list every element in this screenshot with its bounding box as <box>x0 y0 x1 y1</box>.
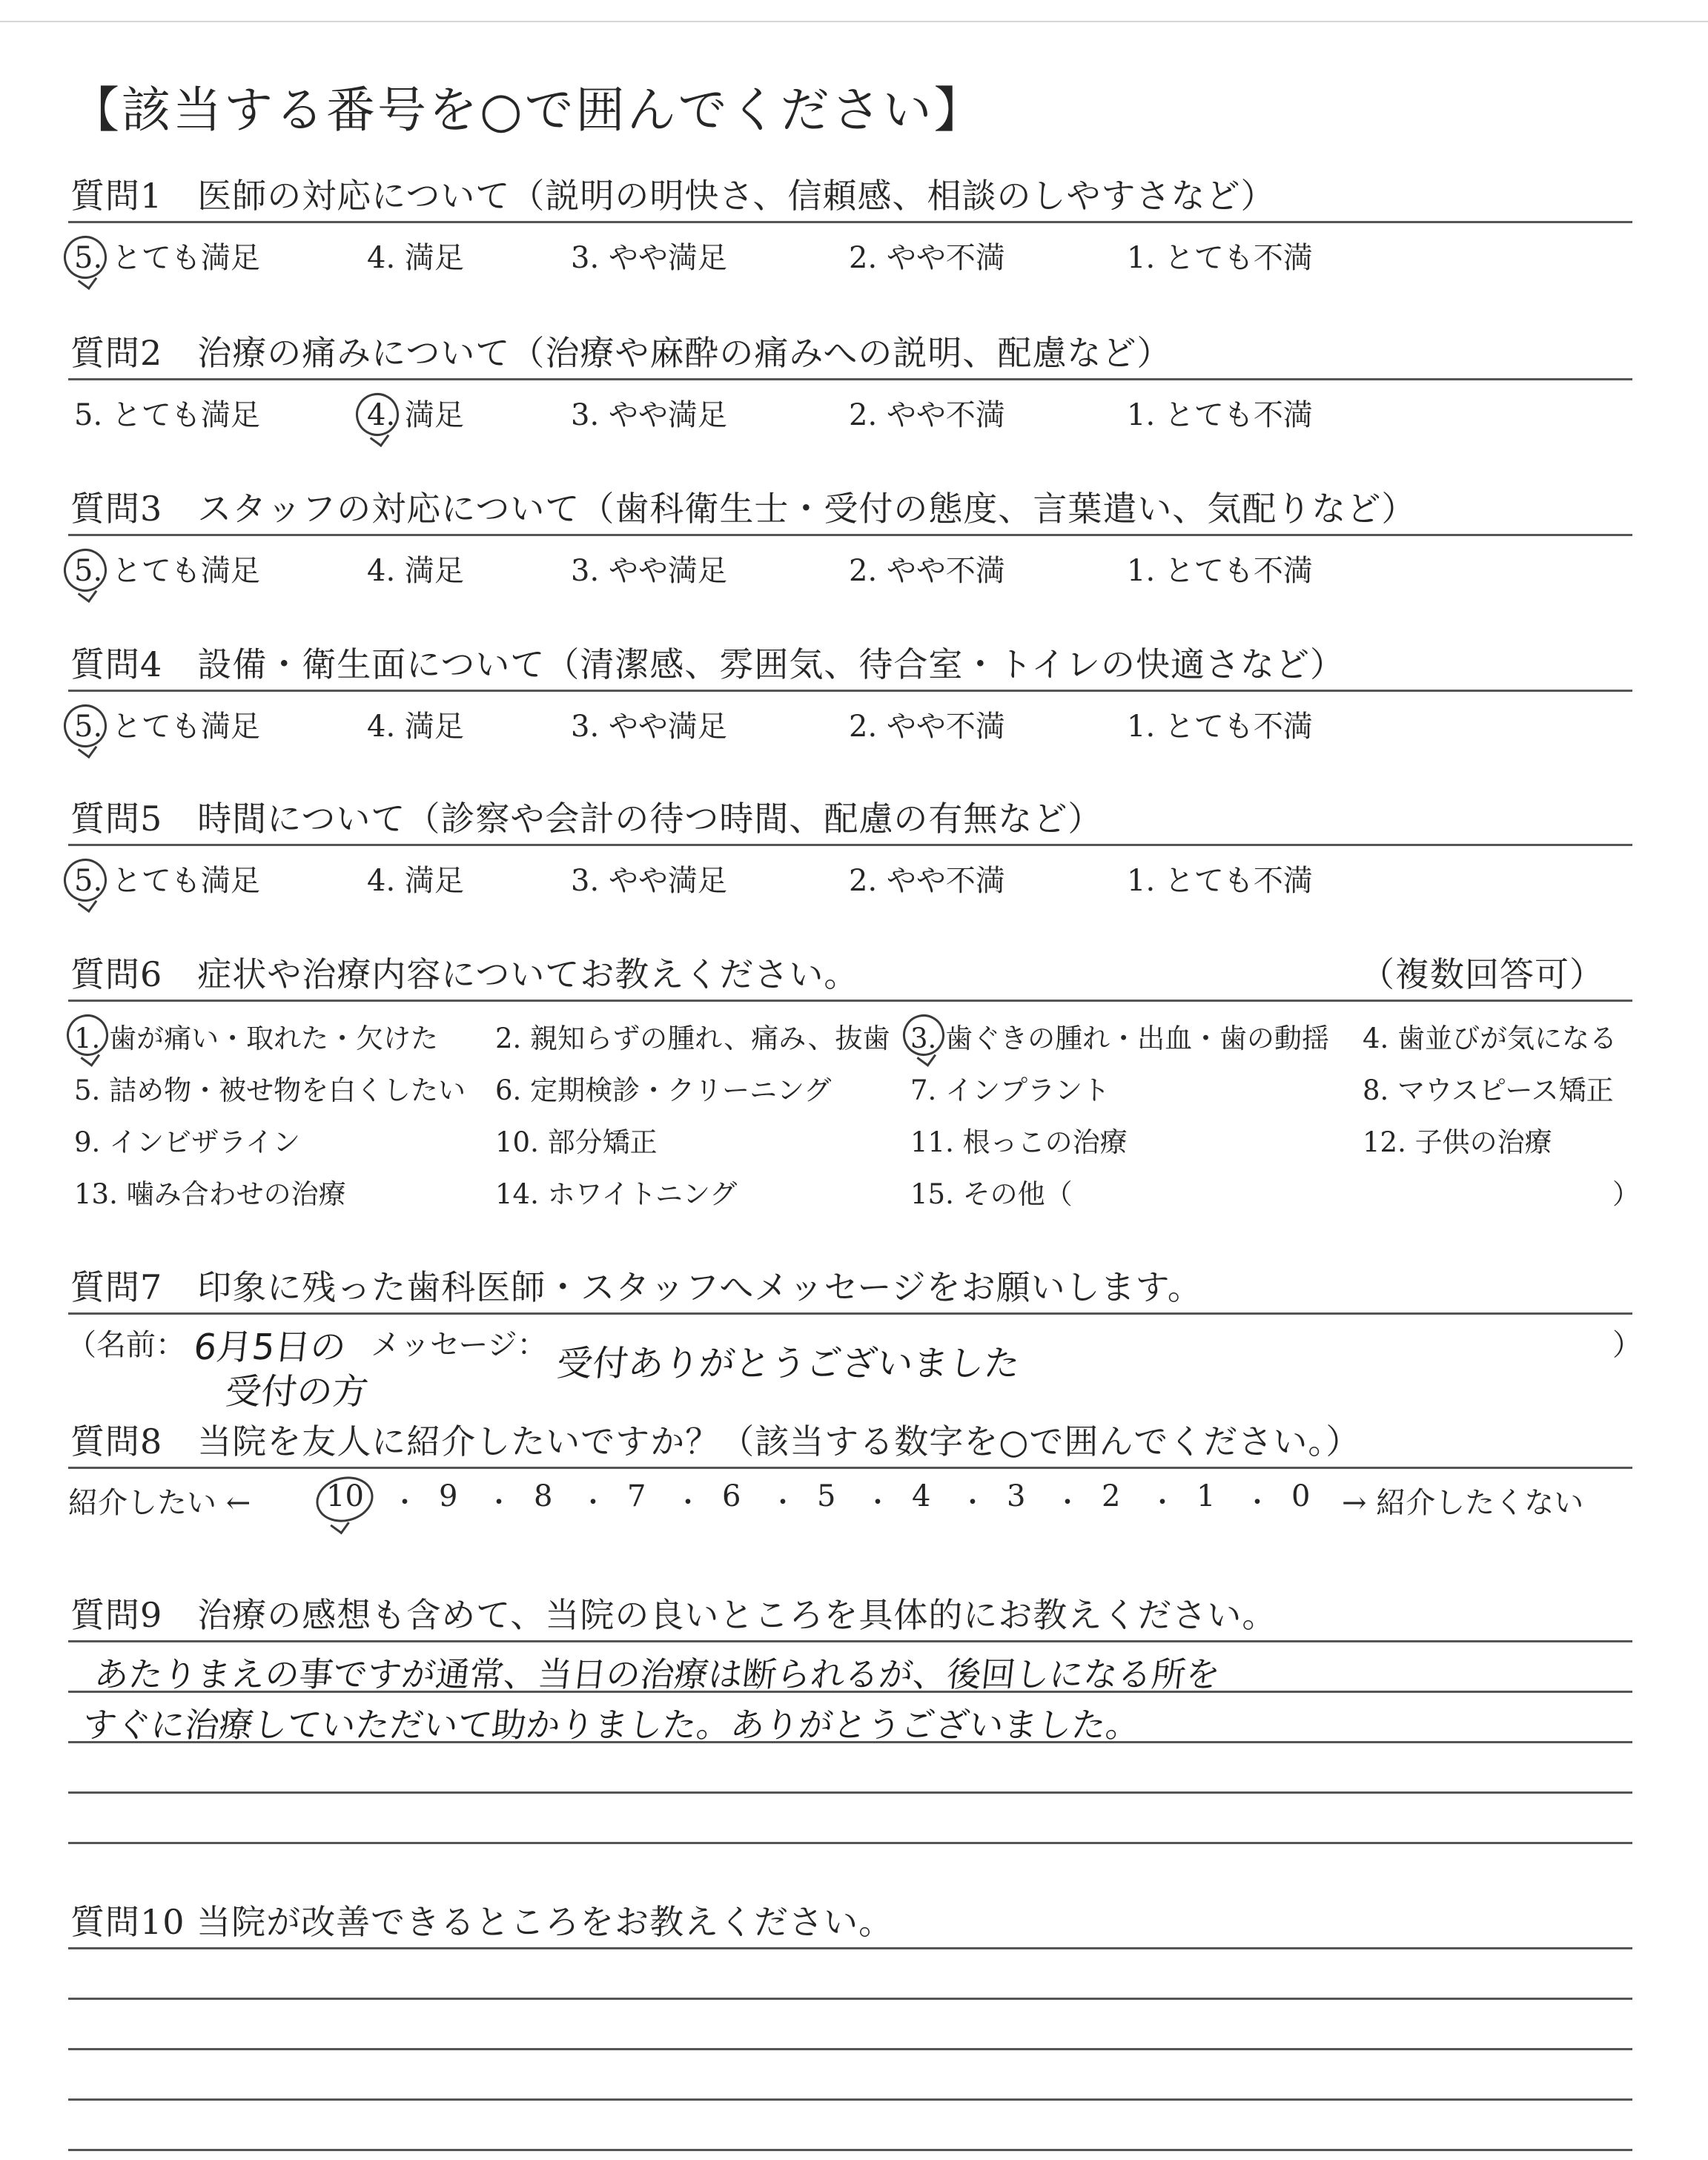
q6-option-4[interactable]: 4. 歯並びが気になる <box>1363 1023 1618 1054</box>
q6-option-6[interactable]: 6. 定期検診・クリーニング <box>495 1074 832 1106</box>
q5-option-1[interactable]: 1. とても不満 <box>1127 864 1313 898</box>
q6-option-3[interactable]: 3. 歯ぐきの腫れ・出血・歯の動揺 <box>910 1023 1330 1054</box>
q6-multiple-note: （複数回答可） <box>1360 954 1604 994</box>
q6-option-2[interactable]: 2. 親知らずの腫れ、痛み、抜歯 <box>495 1023 890 1054</box>
q6-option-14[interactable]: 14. ホワイトニング <box>495 1178 738 1210</box>
q2-option-4[interactable]: 4. 満足 <box>367 398 464 432</box>
q8-sep: ・ <box>769 1487 797 1518</box>
q2-label: 質問2 治療の痛みについて（治療や麻酔の痛みへの説明、配慮など） <box>70 333 1172 373</box>
q4-option-5[interactable]: 5. とても満足 <box>74 710 260 744</box>
q8-sep: ・ <box>1054 1487 1082 1518</box>
q1-option-3[interactable]: 3. やや満足 <box>571 241 727 275</box>
q3-label: 質問3 スタッフの対応について（歯科衛生士・受付の態度、言葉遣い、気配りなど） <box>70 489 1417 529</box>
q1-option-2[interactable]: 2. やや不満 <box>849 241 1005 275</box>
q7-name-label: （名前： <box>67 1328 185 1362</box>
q8-sep: ・ <box>1149 1487 1176 1518</box>
q3-divider <box>68 534 1632 536</box>
q8-scale-8[interactable]: 8 <box>534 1479 553 1513</box>
q8-scale-1[interactable]: 1 <box>1196 1479 1216 1513</box>
q7-divider <box>68 1312 1632 1315</box>
q6-label: 質問6 症状や治療内容についてお教えください。 <box>70 954 859 994</box>
q7-label: 質問7 印象に残った歯科医師・スタッフへメッセージをお願いします。 <box>70 1267 1202 1307</box>
q8-right-label: → 紹介したくない <box>1342 1486 1584 1520</box>
q8-sep: ・ <box>1244 1487 1271 1518</box>
q5-option-4[interactable]: 4. 満足 <box>367 864 464 898</box>
q9-label: 質問9 治療の感想も含めて、当院の良いところを具体的にお教えください。 <box>70 1595 1277 1635</box>
q4-option-2[interactable]: 2. やや不満 <box>849 710 1005 744</box>
q8-scale-4[interactable]: 4 <box>912 1479 931 1513</box>
q5-label: 質問5 時間について（診察や会計の待つ時間、配慮の有無など） <box>70 799 1103 839</box>
q2-option-5[interactable]: 5. とても満足 <box>74 398 260 432</box>
q9-line-5 <box>68 1842 1632 1844</box>
q6-option-7[interactable]: 7. インプラント <box>910 1074 1110 1106</box>
q1-option-4[interactable]: 4. 満足 <box>367 241 464 275</box>
q8-scale-2[interactable]: 2 <box>1102 1479 1121 1513</box>
q1-option-1[interactable]: 1. とても不満 <box>1127 241 1313 275</box>
q8-sep: ・ <box>580 1487 607 1518</box>
q3-option-2[interactable]: 2. やや不満 <box>849 554 1005 588</box>
q6-divider <box>68 1000 1632 1002</box>
q8-scale-6[interactable]: 6 <box>722 1479 741 1513</box>
q1-option-5[interactable]: 5. とても満足 <box>74 241 260 275</box>
q9-answer-line-2: すぐに治療していただいて助かりました。ありがとうございました。 <box>80 1705 1142 1745</box>
q10-line-3 <box>68 2048 1632 2050</box>
q4-divider <box>68 690 1632 692</box>
q3-option-5[interactable]: 5. とても満足 <box>74 554 260 588</box>
q6-option-12[interactable]: 12. 子供の治療 <box>1363 1126 1552 1158</box>
q5-option-2[interactable]: 2. やや不満 <box>849 864 1005 898</box>
q6-option-11[interactable]: 11. 根っこの治療 <box>910 1126 1128 1158</box>
q4-option-4[interactable]: 4. 満足 <box>367 710 464 744</box>
q10-line-5 <box>68 2149 1632 2151</box>
q3-option-4[interactable]: 4. 満足 <box>367 554 464 588</box>
q2-divider <box>68 378 1632 380</box>
q10-line-1 <box>68 1947 1632 1949</box>
q8-sep: ・ <box>486 1487 513 1518</box>
q1-label: 質問1 医師の対応について（説明の明快さ、信頼感、相談のしやすさなど） <box>70 176 1276 216</box>
q8-sep: ・ <box>675 1487 702 1518</box>
q3-option-3[interactable]: 3. やや満足 <box>571 554 727 588</box>
q8-scale-9[interactable]: 9 <box>439 1479 458 1513</box>
q4-option-1[interactable]: 1. とても不満 <box>1127 710 1313 744</box>
q8-left-label: 紹介したい ← <box>68 1486 251 1520</box>
q7-close-paren: ） <box>1612 1328 1642 1362</box>
q6-option-9[interactable]: 9. インビザライン <box>74 1126 300 1158</box>
q8-divider <box>68 1467 1632 1469</box>
q7-name-handwritten-line2: 受付の方 <box>223 1371 371 1413</box>
q2-option-3[interactable]: 3. やや満足 <box>571 398 727 432</box>
q8-sep: ・ <box>864 1487 892 1518</box>
scan-top-edge <box>0 21 1708 22</box>
q8-scale-3[interactable]: 3 <box>1007 1479 1026 1513</box>
q8-sep: ・ <box>959 1487 987 1518</box>
q5-option-5[interactable]: 5. とても満足 <box>74 864 260 898</box>
q6-option-1[interactable]: 1. 歯が痛い・取れた・欠けた <box>74 1023 439 1054</box>
q5-option-3[interactable]: 3. やや満足 <box>571 864 727 898</box>
q9-answer-line-1: あたりまえの事ですが通常、当日の治療は断られるが、後回しになる所を <box>92 1654 1222 1694</box>
q4-label: 質問4 設備・衛生面について（清潔感、雰囲気、待合室・トイレの快適さなど） <box>70 644 1345 684</box>
q10-line-2 <box>68 1998 1632 2000</box>
q8-scale-10[interactable]: 10 <box>326 1479 364 1513</box>
q6-option-15[interactable]: 15. その他（ <box>910 1178 1073 1210</box>
q8-scale-7[interactable]: 7 <box>627 1479 646 1513</box>
q6-other-close-paren: ） <box>1612 1178 1640 1210</box>
q9-line-4 <box>68 1791 1632 1794</box>
q6-option-10[interactable]: 10. 部分矯正 <box>495 1126 658 1158</box>
q6-option-8[interactable]: 8. マウスピース矯正 <box>1363 1074 1614 1106</box>
q10-label: 質問10 当院が改善できるところをお教えください。 <box>70 1902 894 1942</box>
q8-scale-0[interactable]: 0 <box>1291 1479 1311 1513</box>
page-title: 【該当する番号を○で囲んでください】 <box>70 82 985 139</box>
q2-option-1[interactable]: 1. とても不満 <box>1127 398 1313 432</box>
q7-message-handwritten: 受付ありがとうございました <box>555 1343 1022 1384</box>
q9-line-2 <box>68 1691 1632 1693</box>
q3-option-1[interactable]: 1. とても不満 <box>1127 554 1313 588</box>
q6-option-5[interactable]: 5. 詰め物・被せ物を白くしたい <box>74 1074 466 1106</box>
q8-label: 質問8 当院を友人に紹介したいですか？（該当する数字を○で囲んでください。） <box>70 1421 1361 1462</box>
q8-scale-5[interactable]: 5 <box>817 1479 836 1513</box>
q8-sep: ・ <box>391 1487 419 1518</box>
q1-divider <box>68 221 1632 223</box>
q8-selected-circle <box>311 1470 378 1527</box>
q10-line-4 <box>68 2098 1632 2101</box>
q7-message-label: メッセージ： <box>371 1328 547 1362</box>
q4-option-3[interactable]: 3. やや満足 <box>571 710 727 744</box>
q2-option-2[interactable]: 2. やや不満 <box>849 398 1005 432</box>
q7-name-handwritten-line1: 6月5日の <box>191 1327 348 1368</box>
q9-line-3 <box>68 1741 1632 1743</box>
q9-line-1 <box>68 1640 1632 1642</box>
q6-option-13[interactable]: 13. 噛み合わせの治療 <box>74 1178 346 1210</box>
q5-divider <box>68 844 1632 846</box>
